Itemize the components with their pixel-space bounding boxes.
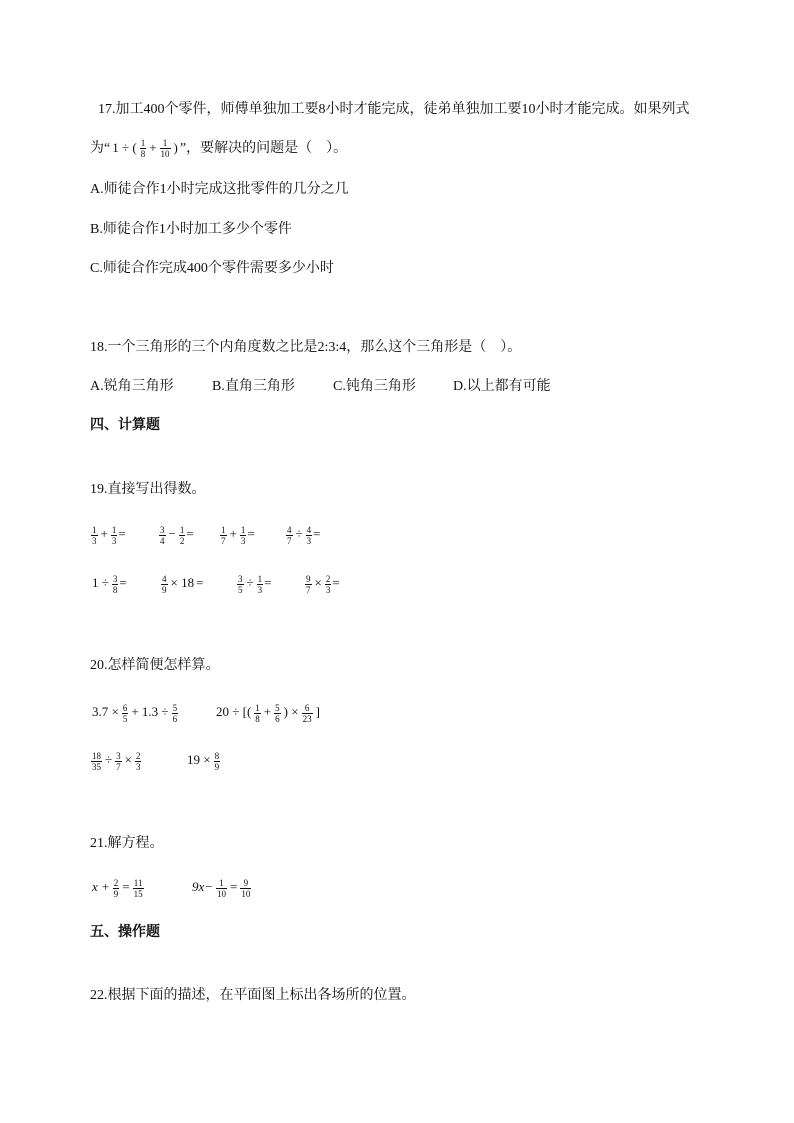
q19-text: 19.直接写出得数。 <box>90 482 206 497</box>
q20-expression-2: 20 ÷ [( $\frac{1}{8}$ + $\frac{5}{6}$ ) × $\frac{6}{23}$ ] <box>216 702 320 724</box>
q18-option-c: C.钝角三角形 <box>333 379 416 394</box>
q17-formula-lead: 1 ÷ ( <box>112 140 137 155</box>
q20-expression-4: 19 × $\frac{8}{9}$ <box>187 750 220 772</box>
q21-equation-2: 9x− $\frac{1}{10}$ = $\frac{9}{10}$ <box>192 877 251 899</box>
q19-row1-item3: $\frac{1}{7}$ + $\frac{1}{3}$ = <box>221 524 255 546</box>
q19-row2-item3: $\frac{3}{5}$ ÷ $\frac{1}{3}$ = <box>238 573 272 595</box>
q22-text: 22.根据下面的描述，在平面图上标出各场所的位置。 <box>90 988 416 1003</box>
q19-row1-item2: $\frac{3}{4}$ − $\frac{1}{2}$ = <box>160 524 194 546</box>
q17-suffix: ”，要解决的问题是（ ）。 <box>179 141 348 156</box>
q17-option-a: A.师徒合作1小时完成这批零件的几分之几 <box>90 182 349 197</box>
q17-text-line2: 为“ 1 ÷ ( $\frac{1}{8}$ + $\frac{1}{10}$ ) ”，要解决的问题是（ ）。 <box>90 138 348 160</box>
q18-text: 18.一个三角形的三个内角度数之比是2:3:4，那么这个三角形是（ ）。 <box>90 340 522 355</box>
q17-option-c: C.师徒合作完成400个零件需要多少小时 <box>90 261 334 276</box>
q19-row1-item1: $\frac{1}{3}$ + $\frac{1}{3}$ = <box>92 524 126 546</box>
section-5-title: 五、操作题 <box>90 925 160 940</box>
q20-text: 20.怎样简便怎样算。 <box>90 658 220 673</box>
q20-expression-3: $\frac{18}{35}$ ÷ $\frac{3}{7}$ × $\frac{2}{3}$ <box>92 750 141 772</box>
q17-text-line1: 17.加工400个零件，师傅单独加工要8小时才能完成，徒弟单独加工要10小时才能完成。如果列式 <box>98 102 690 117</box>
q18-option-a: A.锐角三角形 <box>90 379 174 394</box>
fraction: $\frac{1}{8}$ <box>140 138 146 160</box>
fraction: $\frac{1}{10}$ <box>160 138 170 160</box>
q20-expression-1: 3.7 × $\frac{6}{5}$ + 1.3 ÷ $\frac{5}{6}$ <box>92 702 178 724</box>
q19-row1-item4: $\frac{4}{7}$ ÷ $\frac{4}{3}$ = <box>287 524 321 546</box>
q19-row2-item2: $\frac{4}{9}$ × 18 = <box>162 573 204 595</box>
q17-prefix: 为“ <box>90 141 111 156</box>
q19-row2-item1: 1 ÷ $\frac{3}{8}$ = <box>92 573 127 595</box>
section-4-title: 四、计算题 <box>90 418 160 433</box>
q17-option-b: B.师徒合作1小时加工多少个零件 <box>90 222 292 237</box>
q18-option-b: B.直角三角形 <box>212 379 295 394</box>
q21-text: 21.解方程。 <box>90 836 164 851</box>
q18-option-d: D.以上都有可能 <box>453 379 551 394</box>
q19-row2-item4: $\frac{9}{7}$ × $\frac{2}{3}$ = <box>306 573 340 595</box>
q21-equation-1: x + $\frac{2}{9}$ = $\frac{11}{15}$ <box>92 877 143 899</box>
